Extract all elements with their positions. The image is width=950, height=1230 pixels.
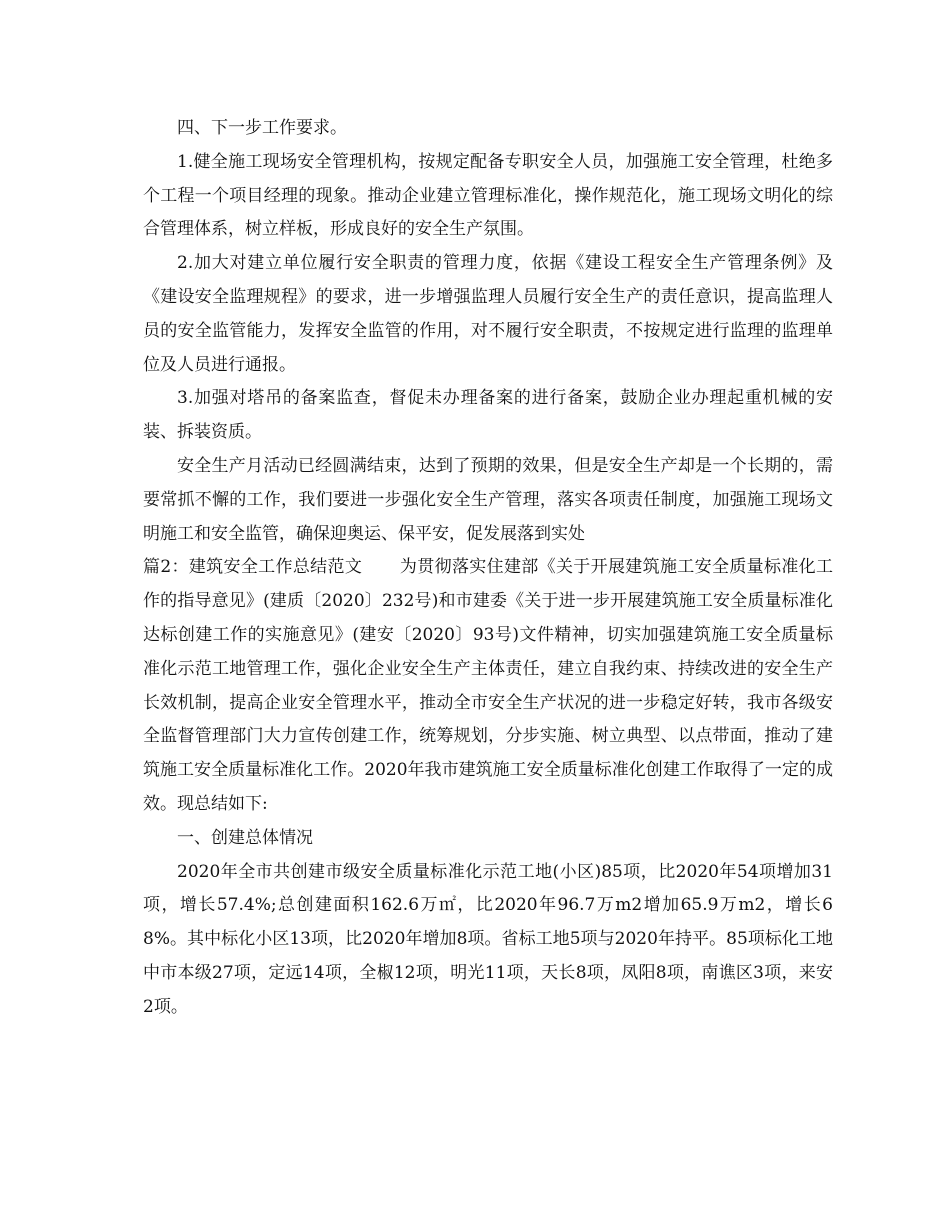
requirement-item-2: 2.加大对建立单位履行安全职责的管理力度，依据《建设工程安全生产管理条例》及《建设安全监理规程》的要求，进一步增强监理人员履行安全生产的责任意识，提高监理人员的安全监管能力，发挥安全监管的作用，对不履行安全职责，不按规定进行监理的监理单位及人员进行通报。 <box>143 253 833 375</box>
section1-body: 2020年全市共创建市级安全质量标准化示范工地(小区)85项，比2020年54项增加31项，增长57.4%;总创建面积162.6万㎡，比2020年96.7万m2增加65.9万m2，增长68%。其中标化小区13项，比2020年增加8项。省标工地5项与2020年持平。85项标化工地中市本级27项，定远14项，全椒12项，明光11项，天长8项，凤阳8项，南谯区3项，来安2项。 <box>143 861 833 1017</box>
requirement-item-3: 3.加强对塔吊的备案监查，督促未办理备案的进行备案，鼓励企业办理起重机械的安装、拆装资质。 <box>143 388 833 443</box>
section4-heading: 四、下一步工作要求。 <box>177 118 347 138</box>
requirement-item-1: 1.健全施工现场安全管理机构，按规定配备专职安全人员，加强施工安全管理，杜绝多个工程一个项目经理的现象。推动企业建立管理标准化，操作规范化，施工现场文明化的综合管理体系，树立样板，形成良好的安全生产氛围。 <box>143 151 833 240</box>
section1-heading: 一、创建总体情况 <box>177 827 313 848</box>
closing-paragraph: 安全生产月活动已经圆满结束，达到了预期的效果，但是安全生产却是一个长期的，需要常抓不懈的工作，我们要进一步强化安全生产管理，落实各项责任制度，加强施工现场文明施工和安全监管，确保迎奥运、保平安，促发展落到实处 <box>143 455 833 544</box>
article2-paragraph <box>143 551 833 821</box>
article2-intro: 为贯彻落实住建部《关于开展建筑施工安全质量标准化工作的指导意见》(建质〔2020〕232号)和市建委《关于进一步开展建筑施工安全质量标准化达标创建工作的实施意见》(建安〔2020〕93号)文件精神，切实加强建筑施工安全质量标准化示范工地管理工作，强化企业安全生产主体责任，建立自我约束、持续改进的安全生产长效机制，提高企业安全管理水平，推动全市安全生产状况的进一步稳定好转，我市各级安全监督管理部门大力宣传创建工作，统筹规划，分步实施、树立典型、以点带面，推动了建筑施工安全质量标准化工作。2020年我市建筑施工安全质量标准化创建工作取得了一定的成效。现总结如下: <box>143 557 834 814</box>
article2-title: 篇2：建筑安全工作总结范文 <box>143 557 363 578</box>
document-body <box>143 112 833 1025</box>
